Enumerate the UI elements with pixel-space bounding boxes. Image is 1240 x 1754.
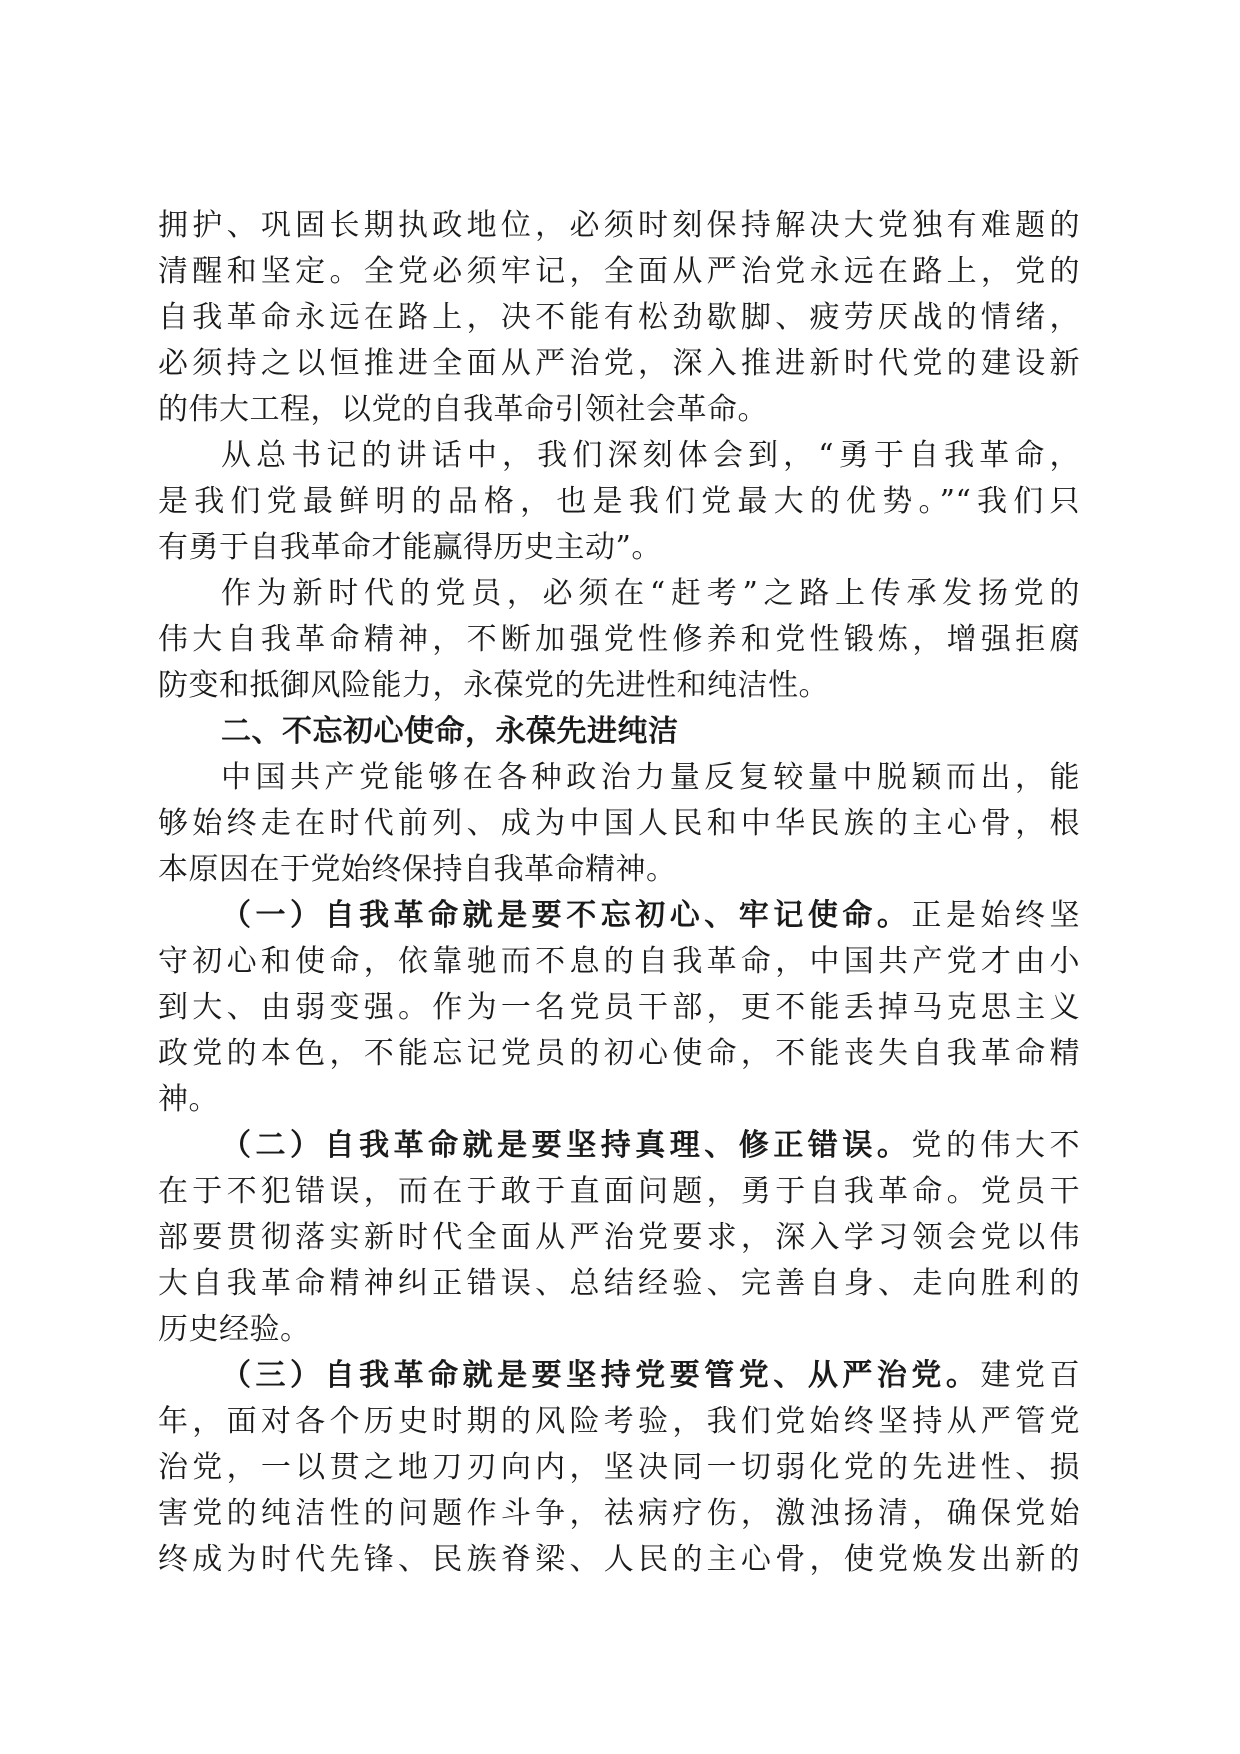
text-line: 有勇于自我革命才能赢得历史主动”。 <box>158 530 662 565</box>
text-line: 自我革命永远在路上，决不能有松劲歇脚、疲劳厌战的情绪， <box>158 300 1080 335</box>
text-line: 大自我革命精神纠正错误、总结经验、完善自身、走向胜利的 <box>158 1266 1080 1301</box>
text-line <box>158 893 1080 939</box>
text-line: 在于不犯错误，而在于敢于直面问题，勇于自我革命。党员干 <box>158 1174 1080 1209</box>
text-line: 必须持之以恒推进全面从严治党，深入推进新时代党的建设新 <box>158 346 1080 381</box>
text-line <box>158 1123 1080 1169</box>
bold-lead: （三）自我革命就是要坚持党要管党、从严治党。 <box>221 1358 981 1393</box>
text-line: 从总书记的讲话中，我们深刻体会到，“勇于自我革命， <box>221 438 1080 473</box>
paragraph <box>158 893 1080 1123</box>
paragraph <box>158 1123 1080 1353</box>
text-line: 害党的纯洁性的问题作斗争，祛病疗伤，激浊扬清，确保党始 <box>158 1496 1080 1531</box>
text-line: 是我们党最鲜明的品格，也是我们党最大的优势。”“我们只 <box>158 484 1080 519</box>
text-run: 正是始终坚 <box>911 898 1081 933</box>
bold-lead: （二）自我革命就是要坚持真理、修正错误。 <box>221 1128 912 1163</box>
text-line: 伟大自我革命精神，不断加强党性修养和党性锻炼，增强拒腐 <box>158 622 1080 657</box>
text-line: 年，面对各个历史时期的风险考验，我们党始终坚持从严管党 <box>158 1404 1080 1439</box>
text-line: 政党的本色，不能忘记党员的初心使命，不能丧失自我革命精 <box>158 1036 1080 1071</box>
text-line: 本原因在于党始终保持自我革命精神。 <box>158 852 677 887</box>
text-line: 治党，一以贯之地刀刃向内，坚决同一切弱化党的先进性、损 <box>158 1450 1080 1485</box>
text-line: 守初心和使命，依靠驰而不息的自我革命，中国共产党才由小 <box>158 944 1080 979</box>
text-run: 党的伟大不 <box>911 1128 1081 1163</box>
text-run: 建党百 <box>980 1358 1081 1393</box>
paragraph <box>158 433 1080 571</box>
paragraph <box>158 203 1080 433</box>
section-heading: 二、不忘初心使命，永葆先进纯洁 <box>221 714 679 749</box>
text-line: 清醒和坚定。全党必须牢记，全面从严治党永远在路上，党的 <box>158 254 1080 289</box>
text-line: 终成为时代先锋、民族脊梁、人民的主心骨，使党焕发出新的 <box>158 1542 1080 1577</box>
text-line: 中国共产党能够在各种政治力量反复较量中脱颖而出，能 <box>221 760 1080 795</box>
text-line <box>158 1353 1080 1399</box>
text-line: 历史经验。 <box>158 1312 311 1347</box>
paragraph <box>158 571 1080 709</box>
document-page <box>158 203 1080 1583</box>
paragraph <box>158 1353 1080 1583</box>
text-line: 防变和抵御风险能力，永葆党的先进性和纯洁性。 <box>158 668 829 703</box>
text-line: 部要贯彻落实新时代全面从严治党要求，深入学习领会党以伟 <box>158 1220 1080 1255</box>
bold-lead: （一）自我革命就是要不忘初心、牢记使命。 <box>221 898 912 933</box>
paragraph <box>158 755 1080 893</box>
text-line: 神。 <box>158 1082 219 1117</box>
text-line: 够始终走在时代前列、成为中国人民和中华民族的主心骨，根 <box>158 806 1080 841</box>
text-line: 到大、由弱变强。作为一名党员干部，更不能丢掉马克思主义 <box>158 990 1080 1025</box>
text-line: 作为新时代的党员，必须在“赶考”之路上传承发扬党的 <box>221 576 1080 611</box>
text-line: 的伟大工程，以党的自我革命引领社会革命。 <box>158 392 768 427</box>
text-line: 拥护、巩固长期执政地位，必须时刻保持解决大党独有难题的 <box>158 208 1080 243</box>
